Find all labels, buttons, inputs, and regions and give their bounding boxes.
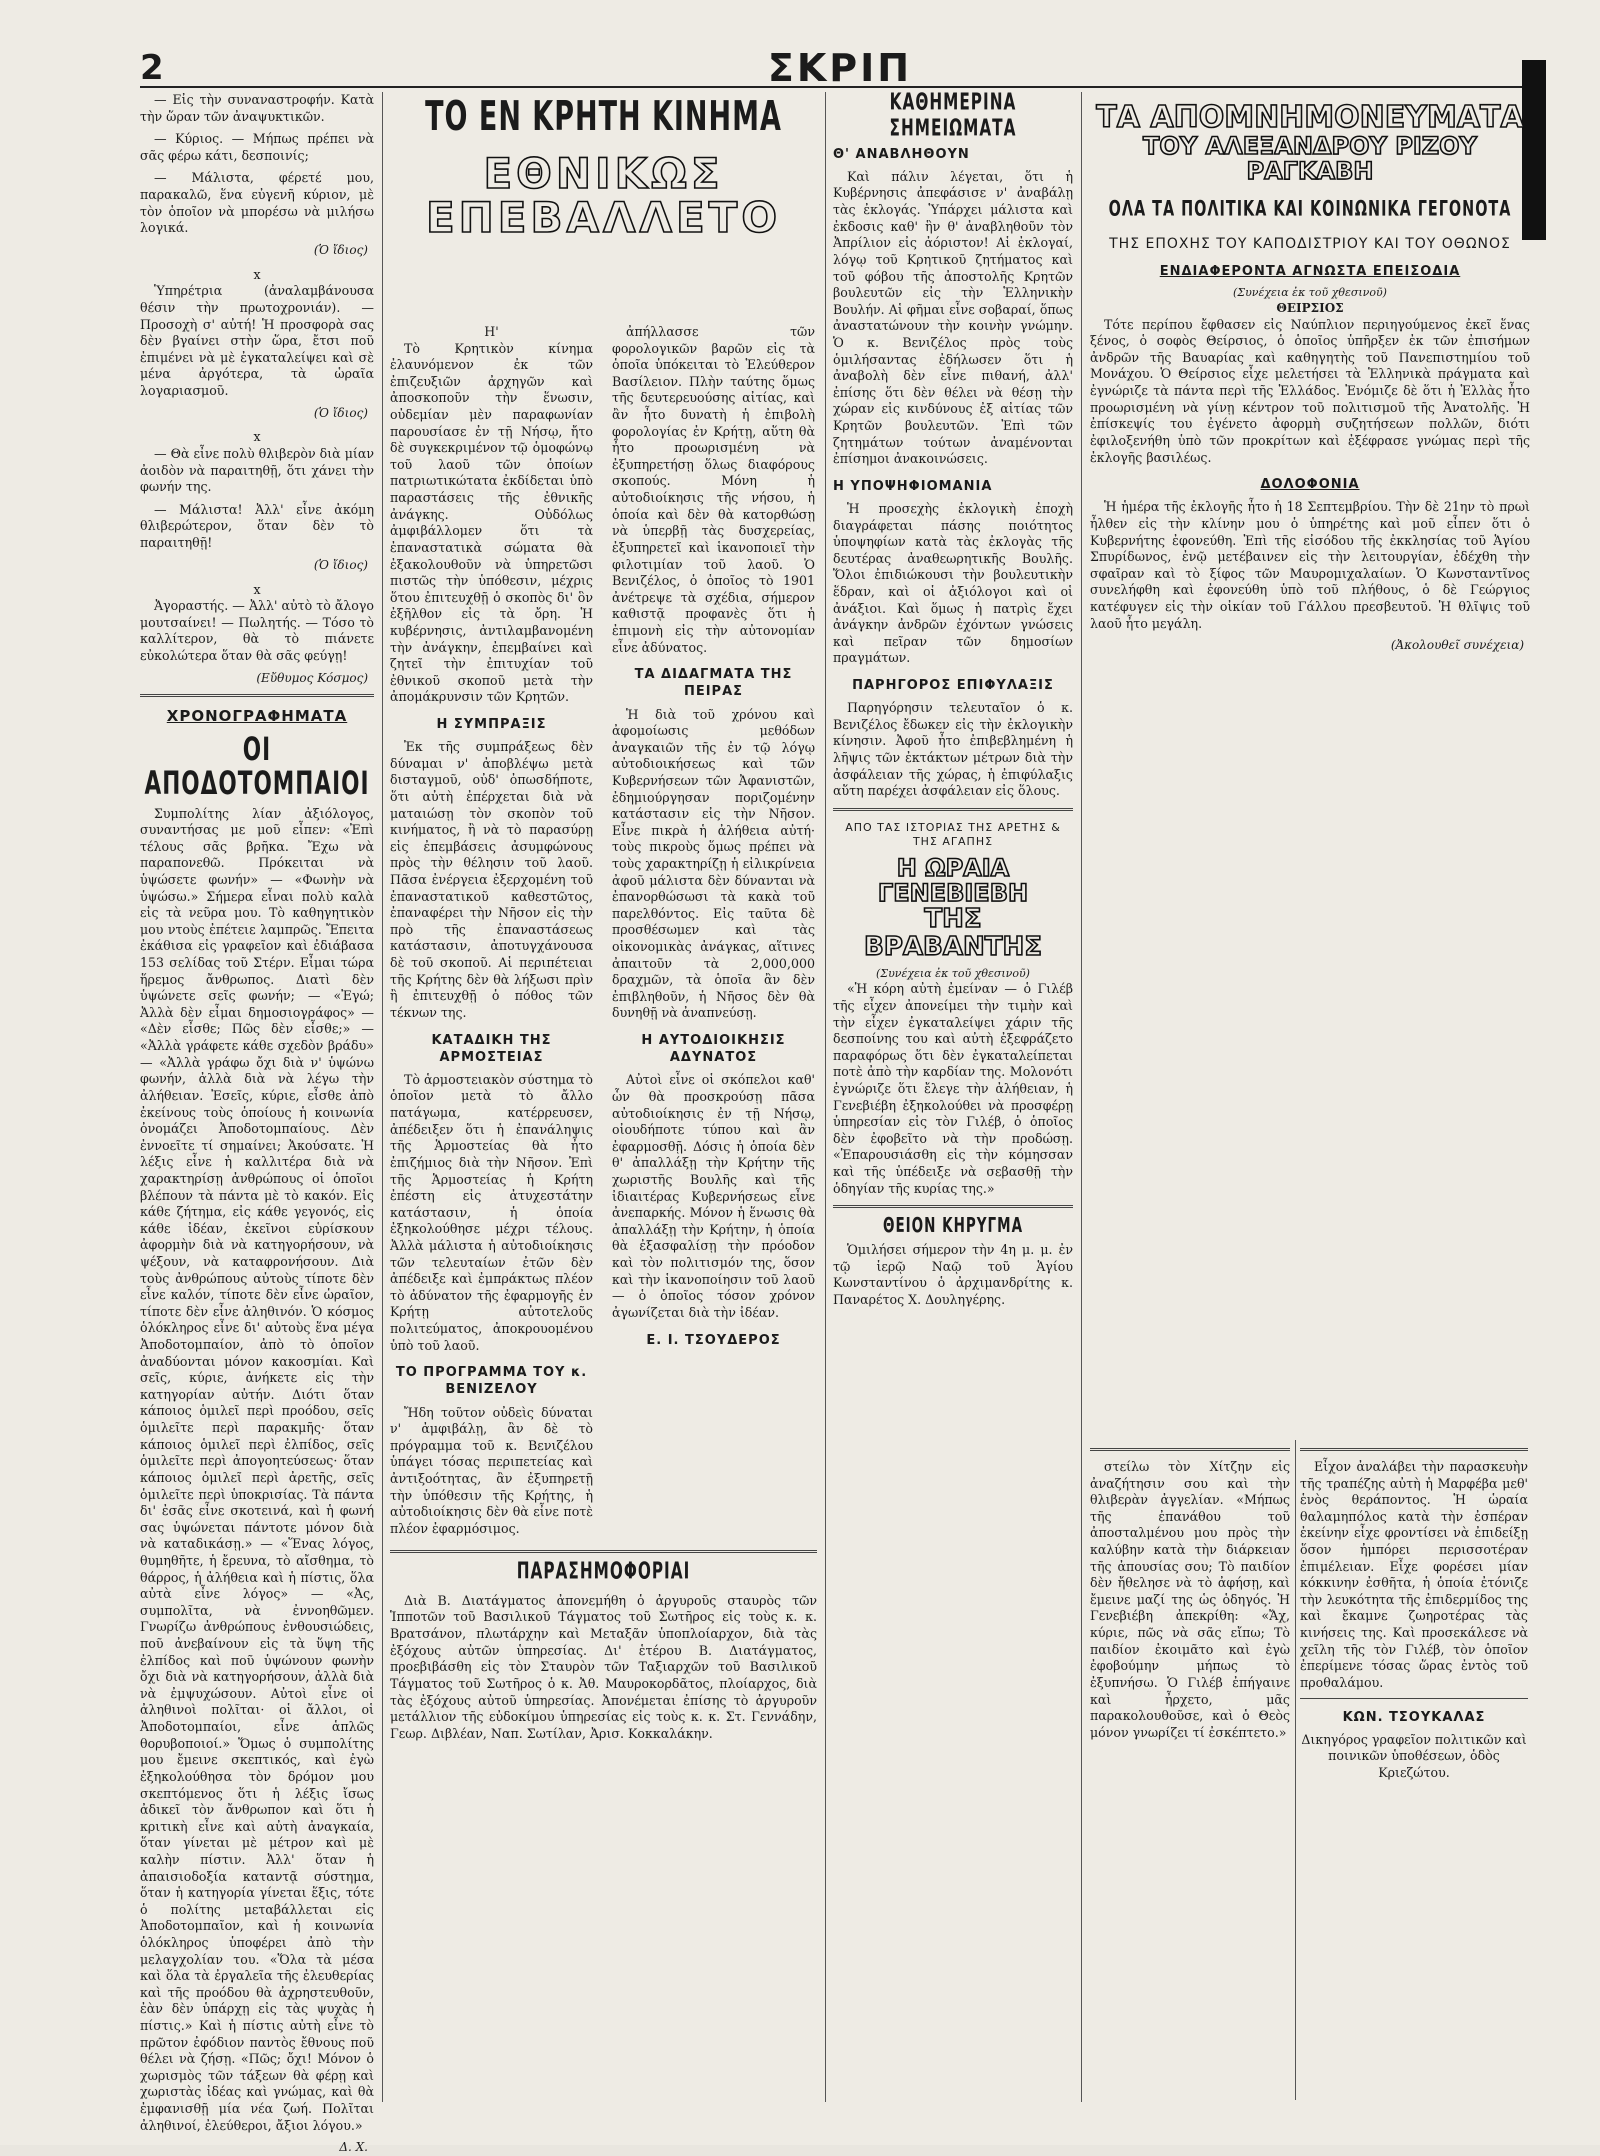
section-marker: Η' [484,324,499,339]
joke-separator: x [253,266,261,282]
memoirs-subtitle-3: ΕΝΔΙΑΦΕΡΟΝΤΑ ΑΓΝΩΣΤΑ ΕΠΕΙΣΟΔΙΑ [1159,264,1461,280]
note-body: Καὶ πάλιν λέγεται, ὅτι ἡ Κυβέρνησις ἀπεφάσισε ν' ἀναβάλῃ τὰς ἐκλογάς. Ὑπάρχει μάλιστα καὶ ἐκδοσις καθ' ἣν θ' ἀναβληθοῦν τὸν Ἀπρίλιον εἰς ἀόριστον! Αἱ ἐκλογαί, λόγῳ τοῦ Κρητικοῦ ζητήματος καὶ τοῦ φόβου τῆς ἀποστολῆς Κρητῶν βουλευτῶν εἰς τὴν Ἑλληνικὴν Βουλήν. Αἱ φῆμαι εἶνε σοβαραί, ὅπως ἀναστατώνουν τὴν κοινὴν γνώμην. Ὁ κ. Βενιζέλος πρὸς τοὺς ὁμιλήσαντας ἐδήλωσεν ὅτι ἡ ἀναβολὴ δὲν εἶνε πιθανή, ἀλλ' ἐπίσης ὅτι δὲν θέλει νὰ θέσῃ τὴν χώραν εἰς κινδύνους ἐξ αἰτίας τῶν Κρητῶν βουλευτῶν. Ἐπὶ τῶν ζητημάτων τούτων ἀναμένονται ἐπίσημοι ἀνακοινώσεις. [833,168,1073,467]
memoirs-title-2: ΤΟΥ ΑΛΕΞΑΝΔΡΟΥ ΡΙΖΟΥ ΡΑΓΚΑΒΗ [1143,131,1477,185]
memoirs-title: ΤΑ ΑΠΟΜΝΗΜΟΝΕΥΜΑΤΑ [1096,100,1524,135]
column-crete-article [390,92,817,2102]
awards-block [390,1542,817,1748]
headline-line-1: ΤΟ ΕΝ ΚΡΗΤΗ ΚΙΝΗΜΑ [425,93,782,141]
subheading: Η ΑΥΤΟΔΙΟΙΚΗΣΙΣ ΑΔΥΝΑΤΟΣ [641,1033,786,1066]
article-title: ΟΙ ΑΠΟΔΟΤΟΜΠΑΙΟΙ [144,730,370,803]
story-continuation-right [1300,1440,1528,2100]
memoirs-body: Ἡ ἡμέρα τῆς ἐκλογῆς ἦτο ἡ 18 Σεπτεμβρίου. Τὴν δὲ 21ην τὸ πρωὶ ἦλθεν εἰς τὴν κλίνην μου ὁ ὑπηρέτης καὶ μοῦ εἶπεν ὅτι ὁ Κυβερνήτης ἐφονεύθη. Ἐπὶ τῆς εἰσόδου τῆς ἐκκλησίας τοῦ Ἁγίου Σπυρίδωνος, ἐνῷ μετέβαινεν εἰς τὴν λειτουργίαν, ἐδέχθη τὴν σφαῖραν καὶ τὸ ξίφος τῶν Μαυρομιχαλαίων. Ὁ Κωνσταντῖνος συνελήφθη καὶ ἐφονεύθη ὑπὸ τοῦ πλήθους, ὁ δὲ Γεώργιος κατέφυγεν εἰς τὴν οἰκίαν τοῦ Γάλλου πρεσβευτοῦ. Ἡ θλῖψις τοῦ λαοῦ ἦτο μεγάλη. [1090,499,1530,631]
joke-separator: x [253,581,261,597]
divider [833,1205,1073,1208]
newspaper-name: ΣΚΡΙΠ [767,46,913,90]
column-memoirs [1090,92,1530,1432]
continuation-note: (Συνέχεια ἐκ τοῦ χθεσινοῦ) [876,966,1030,980]
sermon-body: Ὁμιλήσει σήμερον τὴν 4η μ. μ. ἐν τῷ ἱερῷ Ναῷ τοῦ Ἁγίου Κωνσταντίνου ὁ ἀρχιμανδρίτης κ. Παναρέτος Χ. Δουληγέρης. [833,1242,1073,1307]
subheading: ΔΟΛΟΦΟΝΙΑ [1260,477,1360,493]
joke-separator: x [253,429,261,445]
article-body: Ἡ διὰ τοῦ χρόνου καὶ ἀφομοίωσις μεθόδων ἀναγκαιῶν τῆς ἐν τῷ λόγῳ αὐτοδιοικήσεως καὶ τῶν Κυβερνήσεων τῶν Ἀφανιστῶν, ἐδημιούργησαν ποριζομένην κατάστασιν εἰς τὴν Νῆσον. Εἶνε πικρὰ ἡ ἀλήθεια αὐτή· τοὺς πικροὺς ὅμως πρέπει νὰ τοὺς χαρακτηρίζῃ ἡ εἰλικρίνεια ἀφοῦ μάλιστα δὲν δύνανται νὰ ἐπανορθώσωσι τὰ κακὰ τοῦ παρελθόντος. Εἰς ταῦτα δὲ προσθέσωμεν καὶ τὰς οἰκονομικὰς ἀνάγκας, αἵτινες ἀπαιτοῦν τὰ 2,000,000 δραχμῶν, τὰ ὁποῖα ἂν δὲν ἐπιβληθοῦν, ἡ Νῆσος δὲν θὰ δυνηθῇ νὰ ἀναπνεύσῃ. [612,706,815,1021]
subheading: ΠΑΡΗΓΟΡΟΣ ΕΠΙΦΥΛΑΞΙΣ [852,678,1054,694]
page-number: 2 [140,48,164,88]
joke-source: (Ὁ ἴδιος) [313,557,368,572]
memoirs-body: Τότε περίπου ἔφθασεν εἰς Ναύπλιον περιηγούμενος ἐκεῖ ἕνας ξένος, ὁ σοφὸς Θείρσιος, ὁ ὁποῖος ὑπῆρξεν ἐκ τῶν ἐπισήμων ἀνδρῶν τῆς Βαυαρίας καὶ καθηγητὴς τοῦ Πανεπιστημίου τοῦ Μονάχου. Ὁ Θείρσιος εἶχε μελετήσει τὰ Ἑλληνικὰ πράγματα καὶ ἐγνώριζε τὰ πάντα περὶ τῆς Ἑλλάδος. Ἐνόμιζε δὲ ὅτι ἡ Ἑλλὰς ἦτο προωρισμένη νὰ γίνῃ κέντρον τοῦ πολιτισμοῦ τῆς Ἀνατολῆς. Ἡ ἐπίσκεψίς του ἐγένετο ἀφορμὴ συζητήσεων πολλῶν, διότι ἐφιλοξενήθη ὑπὸ τῶν προκρίτων καὶ ἐξέφρασε γνώμας περὶ τῆς ἐκλογῆς βασιλέως. [1090,316,1530,465]
joke-text: — Μάλιστα! Ἀλλ' εἶνε ἀκόμη θλιβερώτερον, ὅταν δὲν τὸ παραιτηθῇ! [140,501,374,551]
subheading: Η ΥΠΟΨΗΦΙΟΜΑΝΙΑ [833,478,993,494]
story-series: ΑΠΟ ΤΑΣ ΙΣΤΟΡΙΑΣ ΤΗΣ ΑΡΕΤΗΣ & ΤΗΣ ΑΓΑΠΗΣ [845,820,1061,849]
joke-source: (Ὁ ἴδιος) [313,242,368,257]
divider [833,808,1073,811]
awards-body: Διὰ Β. Διατάγματος ἀπονεμήθη ὁ ἀργυροῦς σταυρὸς τῶν Ἱπποτῶν τοῦ Βασιλικοῦ Τάγματος τοῦ Σωτῆρος εἰς τοὺς κ. κ. Βρατσάνον, πλωτάρχην καὶ Μεταξᾶν ὑποπλοίαρχον, διὰ τὰς ἐξόχους αὐτῶν ὑπηρεσίας. Δι' ἑτέρου Β. Διατάγματος, προεβιβάσθη εἰς τὸν Σταυρὸν τῶν Ταξιαρχῶν τοῦ Βασιλικοῦ Τάγματος τοῦ Σωτῆρος ὁ κ. Ἀθ. Μαυροκορδᾶτος, πλοίαρχος, διὰ τὰς ἐξόχους αὐτοῦ ὑπηρεσίας. Ἀπονέμεται ἐπίσης τὸ ἀργυροῦν μετάλλιον τῆς εὐδοκίμου ὑπηρεσίας εἰς τοὺς κ. κ. Στ. Γεννάδην, Γεωρ. Διβλέαν, Ναπ. Σωτίλαν, Ἀρισ. Κοκκαλάκην. [390,1592,817,1741]
divider [1300,1698,1528,1699]
advertisement: Δικηγόρος γραφεῖον πολιτικῶν καὶ ποινικῶν ὑποθέσεων, ὁδὸς Κριεζώτου. [1301,1731,1527,1780]
column-humor-chronicle [140,92,374,2155]
joke-source: (Ὁ ἴδιος) [313,405,368,420]
continuation-note: (Συνέχεια ἐκ τοῦ χθεσινοῦ) [1233,286,1387,300]
memoirs-subtitle-2: ΤΗΣ ΕΠΟΧΗΣ ΤΟΥ ΚΑΠΟΔΙΣΤΡΙΟΥ ΚΑΙ ΤΟΥ ΟΘΩΝΟΣ [1109,235,1511,252]
article-body: Ἐκ τῆς συμπράξεως δὲν δύναμαι ν' ἀποβλέψω μετὰ δισταγμοῦ, οὐδ' ὀπωσδήποτε, ὅτι αὐτὴ ἐπέρχεται διὰ νὰ ματαιώσῃ τὸν σκοπὸν τοῦ κινήματος, ἢ νὰ τὸ παρασύρῃ εἰς ἐπεμβάσεις ἀσυμφώνους πρὸς τὴν θέλησιν τοῦ λαοῦ. Πᾶσα ἐνέργεια ἐξερχομένη τοῦ ἐπαναστατικοῦ καθεστῶτος, ἐπαναφέρει τὴν Νῆσον εἰς τὴν πρὸ τῆς ἐπαναστάσεως κατάστασιν, ἀποτυγχάνουσα δὲ τοῦ σκοποῦ. Αἱ περιπέτειαι τῆς Κρήτης δὲν θὰ λήξωσι πρὶν ἢ ἐπιτευχθῇ ὁ πόθος τῶν τέκνων της. [390,739,593,1020]
story-continuation-left [1090,1440,1290,2100]
memoirs-continue: (Ἀκολουθεῖ συνέχεια) [1390,638,1524,653]
joke-text: Ἀγοραστής. — Ἀλλ' αὐτὸ τὸ ἄλογο μουτσαίνει! — Πωλητής. — Τόσο τὸ καλλίτερον, θὰ τὸ πιάνετε εὐκολώτερα ὅταν θὰ σᾶς φεύγῃ! [140,598,374,663]
note-body: Παρηγόρησιν τελευταῖον ὁ κ. Βενιζέλος ἔδωκεν εἰς τὴν ἐκλογικὴν κίνησιν. Ἀφοῦ ἦτο ἐπιβεβλημένη ἡ λῆψις τῶν ἐκτάκτων μέτρων διὰ τὴν ἀσφάλειαν τῆς χώρας, ἡ ἐπιφύλαξις αὕτη παρέχει ἀσφάλειαν εἰς ὅλους. [833,700,1073,799]
column-rule [1295,1440,1296,2100]
article-body: ἀπήλλασσε τῶν φορολογικῶν βαρῶν εἰς τὰ ὁποῖα ὑπόκειται τὸ Ἑλεύθερον Βασίλειον. Πλὴν ταύτης ὅμως τῆς δευτερευούσης αἰτίας, καὶ ἂν ἦτο δυνατὴ ἡ ἐπιβολὴ φορολογίας ἐν Κρήτῃ, αὕτη θὰ ἦτο προωρισμένη νὰ ἐξυπηρετήσῃ ὅλως διαφόρους σκοπούς. Μόνη ἡ αὐτοδιοίκησις τῆς νήσου, ἡ ὁποία καὶ δὲν θὰ κατορθώσῃ νὰ ὑπερβῇ τὰς δυσχερείας, ἐξυπηρετεῖ καὶ ἱκανοποιεῖ τὴν φιλοτιμίαν τοῦ λαοῦ. Ὁ Βενιζέλος, ὁ ὁποῖος τὸ 1901 ἀνέτρεψε τὰ σχέδια, σήμερον καθιστᾷ προφανὲς ὅτι ἡ ἐπιμονὴ εἰς τὴν αὐτονομίαν εἶνε ἀδύνατος. [612,324,815,655]
subheading: ΤΑ ΔΙΔΑΓΜΑΤΑ ΤΗΣ ΠΕΙΡΑΣ [634,667,793,700]
memoirs-subtitle: ΟΛΑ ΤΑ ΠΟΛΙΤΙΚΑ ΚΑΙ ΚΟΙΝΩΝΙΚΑ ΓΕΓΟΝΟΤΑ [1108,195,1512,221]
article-body: Ἤδη τοῦτον οὐδεὶς δύναται ν' ἀμφιβάλῃ, ἂν δὲ τὸ πρόγραμμα τοῦ κ. Βενιζέλου ὑπάγει τόσας περιπετείας καὶ ἀντιξοότητας, ἂν ἐξυπηρετῇ τὴν ὑπόθεσιν τῆς Κρήτης, ἡ αὐτοδιοίκησις δὲν θὰ εἶνε ποτὲ πλέον ἐφαρμόσιμος. [390,1404,593,1536]
article-signature: Ε. Ι. ΤΣΟΥΔΕΡΟΣ [646,1332,781,1348]
story-title: Η ΩΡΑΙΑ ΓΕΝΕΒΙΕΒΗ [877,853,1029,908]
notes-title: ΚΑΘΗΜΕΡΙΝΑ [889,89,1017,117]
joke-source: (Εὔθυμος Κόσμος) [256,670,368,685]
story-body: «Ἡ κόρη αὐτὴ ἐμείναν — ὁ Γιλέβ τῆς εἶχεν ἀπονείμει τὴν τιμὴν καὶ τὴν εἶχεν ἐγκαταλείψει χάριν τῆς δεσποίνης του καὶ αὐτὴ ἐξεφράζετο παραφόρως ὅτι δὲν ἐγκαταλείπεται ποτὲ ἀπὸ τὴν καρδίαν της. Μολονότι ἐγνώριζε ὅτι ἔλεγε τὴν ἀλήθειαν, ἡ Γενεβιέβη ἐξηκολούθει νὰ προσφέρῃ ὑπηρεσίαν εἰς τὸν Γιλέβ, ὁ ὁποῖος δὲν ἐφοβεῖτο νὰ τὴν προδώσῃ. «Ἐπαρουσιάσθη εἰς τὴν κόμησσαν καὶ τῆς ὑπέδειξε νὰ σεβασθῇ τὴν ὁδηγίαν τῆς κυρίας της.» [833,981,1073,1196]
article-body: Αὐτοὶ εἶνε οἱ σκόπελοι καθ' ὧν θὰ προσκρούσῃ πᾶσα αὐτοδιοίκησις ἐν τῇ Νήσῳ, οἰουδήποτε τύπου καὶ ἂν ἐφαρμοσθῇ. Δόσις ἡ ὁποία δὲν θ' ἀπαλλάξῃ τὴν Κρήτην τῆς χωριστῆς Βουλῆς καὶ τῆς ἰδιαιτέρας Κυβερνήσεως εἶνε ἀνεπαρκής. Μόνον ἡ ἕνωσις θὰ ἀπαλλάξῃ τὴν Κρήτην, ἡ ὁποία θὰ ἐξασφαλίσῃ τὴν πρόοδον καὶ τὸν πολιτισμόν της, ὅσον καὶ τὴν ἱκανοποίησιν τοῦ λαοῦ — ὁ ὁποῖος τόσον χρόνον ἀγωνίζεται διὰ τὴν ἰδέαν. [612,1072,815,1320]
article-body: Τὸ ἁρμοστειακὸν σύστημα τὸ ὁποῖον μετὰ τὸ ἄλλο πατάγωμα, κατέρρευσεν, ἀπέδειξεν ὅτι ἡ ἐπανάληψις τῆς Ἁρμοστείας θὰ ἦτο ἐπιζήμιος διὰ τὴν Νῆσον. Ἐπὶ τῆς Ἁρμοστείας ἡ Κρήτη ἐπέστη εἰς ἀτυχεστάτην κατάστασιν, ἡ ὁποία ἐξηκολούθησε μέχρι τέλους. Ἀλλὰ μάλιστα ἡ αὐτοδιοίκησις τῶν τελευταίων ἐτῶν δὲν ἀπέδειξε καὶ ἐμπράκτως πλέον τὸ ἀδύνατον τῆς ἐφαρμογῆς ἐν Κρήτῃ αὐτοτελοῦς πολιτεύματος, ἀποκρουομένου ὑπὸ τοῦ λαοῦ. [390,1071,593,1353]
article-body: Συμπολίτης λίαν ἀξιόλογος, συναντήσας με μοῦ εἶπεν: «Ἐπὶ τέλους σᾶς βρῆκα. Ἔχω νὰ παραπονεθῶ. Πρόκειται νὰ ὑψώσετε φωνήν» — «Φωνὴν νὰ ὑψώσω.» Σήμερα εἶναι πολὺ καλὰ εἰς τὰ νεῦρα μου. Τὸ καθηγητικὸν μου ντοὺς ἐπέτειε λαμπρῶς. Ἔπειτα ἐκάθισα εἰς γραφεῖον καὶ ἐδιάβασα 153 σελίδας τοῦ Στέρν. Εἶμαι τώρα ἥρεμος ἄνθρωπος. Διατὶ δὲν ὑψώνετε σεῖς φωνήν; — «Ἐγώ; Ἀλλὰ δὲν εἶμαι δημοσιογράφος» — «Δὲν εἶσθε; Πῶς δὲν εἶσθε;» — «Ἀλλὰ γράφετε κάθε σχεδὸν βράδυ» — «Ἀλλὰ γράφω ὄχι διὰ ν' ὑψώνω φωνήν, ἀλλὰ διὰ νὰ λέγω τὴν ἀλήθειαν. Ἐσεῖς, κύριε, εἶσθε ἀπὸ ἐκείνους τοὺς ὁποίους ἡ κοινωνία ὀνομάζει Ἀποδοτομπαίους. Δὲν ἐννοεῖτε τί σημαίνει; Ἀκούσατε. Ἡ λέξις εἶνε ἡ καλλιτέρα διὰ νὰ χαρακτηρίσῃ ἀνθρώπους οἱ ὁποῖοι βλέπουν τὰ πάντα μὲ τὸ κακόν. Εἰς κάθε ζήτημα, εἰς κάθε γεγονός, εἰς κάθε ἰδέαν, ἐκεῖνοι εὑρίσκουν ἀφορμὴν διὰ νὰ κατηγορήσουν, νὰ ψέξουν, νὰ καταφρονήσουν. Διὰ τοὺς ἀνθρώπους αὐτοὺς τίποτε δὲν εἶνε καλόν, τίποτε δὲν εἶνε ὡραῖον, τίποτε δὲν εἶνε ἀληθινόν. Ὁ κόσμος ὁλόκληρος εἶνε δι' αὐτοὺς ἕνα μέγα Ἀποδοτομπαίον, ἀπὸ τὸ ὁποῖον ἀναδύονται μόνον κακοσμίαι. Καὶ σεῖς, κύριε, ἀνήκετε εἰς τὴν κατηγορίαν αὐτήν. Διότι ὅταν κάποιος ὁμιλεῖ περὶ προόδου, σεῖς ὁμιλεῖτε περὶ παρακμῆς· ὅταν κάποιος ὁμιλεῖ περὶ ἐλπίδος, σεῖς ὁμιλεῖτε περὶ ἀπογοητεύσεως· ὅταν κάποιος ὁμιλεῖ περὶ ἀρετῆς, σεῖς ὁμιλεῖτε περὶ ὑποκρισίας. Τὰ πάντα δι' ἐσᾶς εἶνε σκοτεινά, καὶ ἡ φωνή σας ὑψώνεται πάντοτε μόνον διὰ νὰ καταδικάσῃ.» — «Ἕνας λόγος, θυμηθῆτε, ἡ ἔρευνα, τὸ αἴσθημα, τὸ θάρρος, ἡ ἀλήθεια καὶ ἡ πίστις, ὅλα αὐτὰ εἶνε λόγος» — «Ἀς, συμπολῖτα, νὰ ἐννοηθῶμεν. Γνωρίζω ἀνθρώπους ἐνθουσιώδεις, ποῦ ἀνεβαίνουν εἰς τὰ ὕψη τῆς ἐλπίδος καὶ ποῦ ὑψώνουν φωνὴν ὄχι διὰ νὰ κατηγορήσουν, ἀλλὰ διὰ νὰ ἐμψυχώσουν. Αὐτοὶ εἶνε οἱ ἀληθινοὶ πολῖται· οἱ ἄλλοι, οἱ Ἀποδοτομπαίοι, εἶνε ἁπλῶς θορυβοποιοί.» Ὅμως ὁ συμπολίτης μου ἔμεινε σκεπτικός, καὶ ἐγὼ ἐξηκολούθησα τὸν δρόμον μου σκεπτόμενος ὅτι ἡ λέξις ἴσως ἀδικεῖ τὸν ἄνθρωπον καὶ ὅτι ἡ κριτικὴ εἶνε καὶ αὐτὴ ἀναγκαία, ὅταν γίνεται μὲ μέτρον καὶ μὲ καλὴν πίστιν. Ἀλλ' ὅταν ἡ ἀπαισιοδοξία καταντᾷ σύστημα, ὅταν ἡ κατηγορία γίνεται ἕξις, τότε ὁ πολίτης μεταβάλλεται εἰς Ἀποδοτομπαῖον, καὶ ἡ κοινωνία ὁλόκληρος ὑποφέρει ἀπὸ τὴν μελαγχολίαν του. «Ὅλα τὰ μέσα καὶ ὅλα τὰ ἐργαλεῖα τῆς ἐλευθερίας καὶ τῆς προόδου θὰ ἀχρηστευθοῦν, ἐὰν δὲν ὑπάρχῃ εἰς τὰς ψυχὰς ἡ πίστις.» Καὶ ἡ πίστις αὐτὴ εἶνε τὸ πρῶτον ἐφόδιον παντὸς ἔθνους ποῦ θέλει νὰ ζήσῃ. «Πῶς; ὄχι! Μόνον ὁ χωρισμὸς τῶν τάξεων θὰ φέρῃ καὶ χωριστὰς ἰδέας καὶ γνώμας, καὶ θὰ ἐμφανισθῇ μία νέα ζωή. Πολῖται ἀληθινοί, ἐλεύθεροι, ἄξιοι λόγου.» [140,805,374,2133]
notes-title-2: ΣΗΜΕΙΩΜΑΤΑ [889,115,1017,143]
dialogue-line: — Μάλιστα, φέρετέ μου, παρακαλῶ, ἕνα εὐγενῆ κύριον, μὲ τὸν ὁποῖον νὰ μπορέσω νὰ μιλήσω λογικά. [140,170,374,236]
headline-line-2: ΕΘΝΙΚΩΣ ΕΠΕΒΑΛΛΕΤΟ [425,148,782,242]
subheading: Η ΣΥΜΠΡΑΞΙΣ [436,717,547,733]
story-body: Εἶχον ἀναλάβει τὴν παρασκευὴν τῆς τραπέζης αὐτὴ ἡ Μαρφέβα μεθ' ἑνὸς θεράποντος. Ἡ ὡραία θαλαμηπόλος κατὰ τὴν ἐσπέραν ἐκείνην εἶχε φροντίσει νὰ ἐπιδείξῃ ὅσον ἠμπόρει περισσοτέραν ἐπιμέλειαν. Εἶχε φορέσει μίαν κόκκινην ἐσθῆτα, ἡ ὁποία ἐτόνιζε τὴν λευκότητα τῆς ἐπιδερμίδος της καὶ ἔκαμνε ζωηροτέρας τὰς κινήσεις της. Καὶ προσεκάλεσε νὰ χεῖλη τῆς τὸν Γιλέβ, τὸν ὁποῖον ἐπερίμενε τόσας ὥρας ἐντὸς τοῦ προθαλάμου. [1300,1459,1528,1690]
section-heading: ΘΕΙΡΣΙΟΣ [1276,300,1344,315]
column-daily-notes [833,89,1073,2102]
divider [1300,1448,1528,1451]
note-body: Ἡ προσεχὴς ἐκλογικὴ ἐποχὴ διαγράφεται πάσης ποιότητος ὑποψηφίων κατὰ τὰς ἐκλογὰς τῆς δευτέρας ἀναθεωρητικῆς Βουλῆς. Ὅλοι ἐπιδιώκουσι τὴν βουλευτικὴν ἕδραν, καὶ οἱ ἀξιόλογοι καὶ οἱ ἀνάξιοι. Καὶ ὅμως ἡ πατρὶς ἔχει ἀνάγκην ἀνδρῶν ἐχόντων γνώσεις καὶ πεῖραν τῶν δημοσίων πραγμάτων. [833,500,1073,666]
divider [1090,1448,1290,1451]
column-rule [1081,92,1082,2102]
section-heading: ΧΡΟΝΟΓΡΑΦΗΜΑΤΑ [166,707,348,726]
joke-text: Ὑπηρέτρια (ἀναλαμβάνουσα θέσιν τὴν πρωτοχρονιάν). — Προσοχὴ σ' αὐτή! Ἡ προσφορὰ σας δὲν βγαίνει στὴν ὥρα, ἔτσι ποῦ ἐπιμένει νὰ μὲ ἐγκαταλείψει καὶ σὲ μένα ἀργότερα, τὰ ὡραῖα λογαριασμοῦ. [140,283,374,398]
subheading: ΤΟ ΠΡΟΓΡΑΜΜΑ ΤΟΥ κ. ΒΕΝΙΖΕΛΟΥ [395,1365,588,1398]
dialogue-line: — Κύριος. — Μήπως πρέπει νὰ σᾶς φέρω κάτι, δεσποινίς; [140,131,374,163]
sermon-title: ΘΕΙΟΝ ΚΗΡΥΓΜΑ [882,1213,1024,1238]
column-rule [825,92,826,2102]
advertiser-name: ΚΩΝ. ΤΣΟΥΚΑΛΑΣ [1342,1709,1486,1725]
masthead [140,46,1530,90]
article-left-column [390,324,593,1536]
divider [140,694,374,697]
awards-title: ΠΑΡΑΣΗΜΟΦΟΡΙΑΙ [516,1558,691,1586]
article-signature: Δ. Χ. [339,2140,368,2155]
story-body: στείλω τὸν Χίτζην εἰς ἀναζήτησιν σου καὶ τὴν θλιβερὰν ἀγγελίαν. «Μήπως τῆς ἐπανάθου τοῦ ἀποσταλμένου μου πρὸς τὴν καλύβην κατὰ τὴν διάρκειαν τῆς ἀπουσίας σου; Τὸ παιδίον δὲν ἤθελησε νὰ τὸ ἀφήσῃ, καὶ ἔμεινε μαζί της ὡς ὁδηγός. Ἡ Γενεβιέβη ἀπεκρίθη: «Ἄχ, κύριε, πῶς νὰ σᾶς εἴπω; Τὸ παιδίον ἐκοιμᾶτο καὶ ἐγὼ ἐφοβούμην μήπως τὸ ἐξυπνήσω. Ὁ Γιλέβ ἐπήγαινε καὶ ἦρχετο, μᾶς παρακολουθοῦσε, καὶ ὁ Θεὸς μόνον γνωρίζει τί ἐσκέπτετο.» [1090,1459,1290,1740]
column-rule [382,92,383,2102]
divider [390,1550,817,1553]
subheading: ΚΑΤΑΔΙΚΗ ΤΗΣ ΑΡΜΟΣΤΕΙΑΣ [431,1032,552,1065]
story-title-2: ΤΗΣ ΒΡΑΒΑΝΤΗΣ [864,904,1042,962]
article-body: Τὸ Κρητικὸν κίνημα ἐλαυνόμενον ἐκ τῶν ἐπιζευξιῶν ἀρχηγῶν καὶ ἀποσκοποῦν τὴν ἕνωσιν, οὐδεμίαν μὲν παραφωνίαν παρουσίασε ἐν τῇ Νήσῳ, ἤτο δὲ συγκεκριμένον τῷ ὁμοφώνῳ τοῦ λαοῦ τῶν ὁποίων πατριωτικώτατα ἐκδίδεται ὑπὸ παραστάσεις τῆς ἐθνικῆς ἀνάγκης. Οὐδόλως ἀμφιβάλλομεν ὅτι τὰ ἐπαναστατικὰ σώματα θὰ ἐξακολουθοῦν νὰ ὑπηρετῶσι πιστῶς τὴν ὑπόθεσιν, μέχρις ὅτου ἐπιτευχθῇ ὁ σκοπὸς δι' ὃν ἐξῆλθον εἰς τὰ ὄρη. Ἡ κυβέρνησις, ἀντιλαμβανομένη τὴν ἀνάγκην, ἐπεμβαίνει καὶ ζητεῖ τὴν ἐπιτυχίαν τοῦ ἐθνικοῦ σκοποῦ μετὰ τὴν ἀπομάκρυνσιν τῶν Κρητῶν. [390,340,593,705]
joke-text: — Θὰ εἶνε πολὺ θλιβερὸν διὰ μίαν ἀοιδὸν νὰ παραιτηθῇ, ὅτι χάνει τὴν φωνήν της. [140,446,374,495]
subheading: Θ' ΑΝΑΒΛΗΘΟΥΝ [833,146,970,162]
dialogue-line: — Εἰς τὴν συναναστροφήν. Κατὰ τὴν ὥραν τῶν ἀναψυκτικῶν. [140,92,374,124]
